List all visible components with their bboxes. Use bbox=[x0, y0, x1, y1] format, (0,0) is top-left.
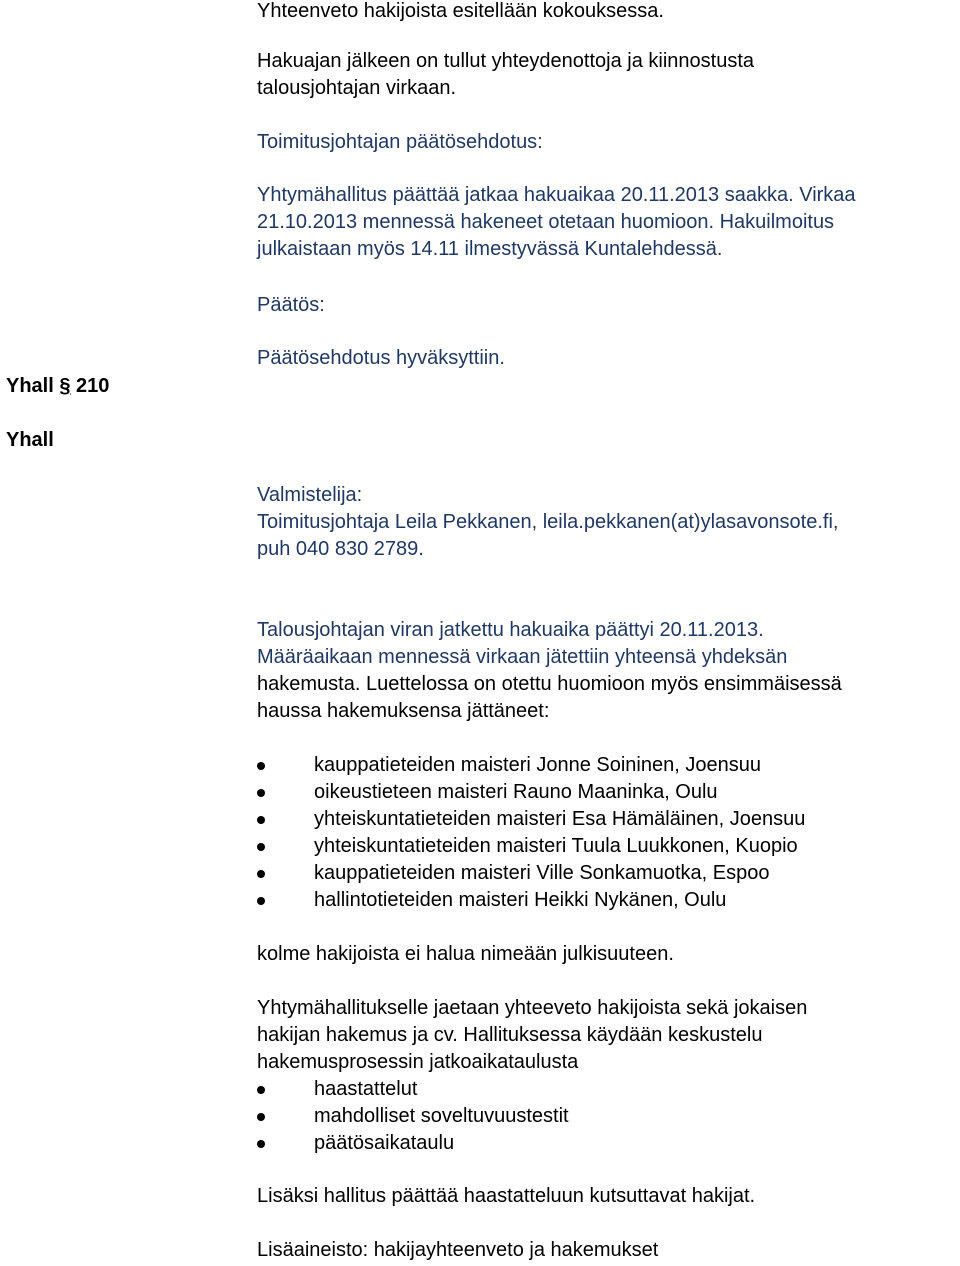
body-p3-line-2: hakijan hakemus ja cv. Hallituksessa käydään keskustelu bbox=[257, 1024, 763, 1046]
body-p3-line-1: Yhtymähallitukselle jaetaan yhteeveto hakijoista sekä jokaisen bbox=[257, 997, 808, 1019]
body-p1-line-4: haussa hakemuksensa jättäneet: bbox=[257, 700, 550, 722]
bullet-icon bbox=[257, 1113, 265, 1121]
bullet-icon bbox=[257, 762, 265, 770]
section-label-prefix: Yhall bbox=[6, 375, 54, 397]
bullet-icon bbox=[257, 1086, 265, 1094]
proposal-line-3: julkaistaan myös 14.11 ilmestyvässä Kuntalehdessä. bbox=[257, 238, 723, 260]
body-p2: kolme hakijoista ei halua nimeään julkisuuteen. bbox=[257, 943, 674, 965]
list-item-text: yhteiskuntatieteiden maisteri Esa Hämäläinen, Joensuu bbox=[314, 808, 806, 830]
list-item-text: haastattelut bbox=[314, 1078, 418, 1100]
body-p1-line-3: hakemusta. Luettelossa on otettu huomioon myös ensimmäisessä bbox=[257, 673, 842, 695]
body-p5: Lisäaineisto: hakijayhteenveto ja hakemukset bbox=[257, 1239, 659, 1261]
discussion-list bbox=[257, 1076, 569, 1157]
bullet-icon bbox=[257, 897, 265, 905]
body-p4: Lisäksi hallitus päättää haastatteluun kutsuttavat hakijat. bbox=[257, 1185, 756, 1207]
list-item bbox=[257, 1130, 569, 1157]
body-p1-line-1: Talousjohtajan viran jatkettu hakuaika päättyi 20.11.2013. bbox=[257, 619, 764, 641]
preparer-line-1: Toimitusjohtaja Leila Pekkanen, leila.pekkanen(at)ylasavonsote.fi, bbox=[257, 511, 839, 533]
list-item bbox=[257, 860, 805, 887]
list-item bbox=[257, 779, 805, 806]
section-label bbox=[6, 373, 109, 400]
body-p1-line-2: Määräaikaan mennessä virkaan jätettiin yhteensä yhdeksän bbox=[257, 646, 788, 668]
intro-line-2: Hakuajan jälkeen on tullut yhteydenottoja ja kiinnostusta bbox=[257, 50, 754, 72]
body-label: Yhall bbox=[6, 429, 54, 451]
bullet-icon bbox=[257, 1140, 265, 1148]
section-number: 210 bbox=[76, 375, 110, 397]
preparer-line-2: puh 040 830 2789. bbox=[257, 538, 424, 560]
intro-line-1: Yhteenveto hakijoista esitellään kokouksessa. bbox=[257, 0, 664, 22]
bullet-icon bbox=[257, 789, 265, 797]
list-item bbox=[257, 1076, 569, 1103]
bullet-icon bbox=[257, 816, 265, 824]
list-item-text: yhteiskuntatieteiden maisteri Tuula Luukkonen, Kuopio bbox=[314, 835, 798, 857]
list-item bbox=[257, 1103, 569, 1130]
list-item-text: hallintotieteiden maisteri Heikki Nykänen, Oulu bbox=[314, 889, 727, 911]
decision-text: Päätösehdotus hyväksyttiin. bbox=[257, 347, 505, 369]
list-item-text: päätösaikataulu bbox=[314, 1132, 455, 1154]
list-item-text: kauppatieteiden maisteri Jonne Soininen, Joensuu bbox=[314, 754, 761, 776]
intro-line-3: talousjohtajan virkaan. bbox=[257, 77, 457, 99]
proposal-line-1: Yhtymähallitus päättää jatkaa hakuaikaa 20.11.2013 saakka. Virkaa bbox=[257, 184, 856, 206]
proposal-line-2: 21.10.2013 mennessä hakeneet otetaan huomioon. Hakuilmoitus bbox=[257, 211, 835, 233]
body-p3-line-3: hakemusprosessin jatkoaikataulusta bbox=[257, 1051, 579, 1073]
list-item bbox=[257, 752, 805, 779]
list-item bbox=[257, 833, 805, 860]
list-item bbox=[257, 806, 805, 833]
bullet-icon bbox=[257, 870, 265, 878]
preparer-heading: Valmistelija: bbox=[257, 484, 363, 506]
decision-heading: Päätös: bbox=[257, 294, 325, 316]
applicant-list bbox=[257, 752, 805, 914]
list-item-text: oikeustieteen maisteri Rauno Maaninka, Oulu bbox=[314, 781, 718, 803]
proposal-heading: Toimitusjohtajan päätösehdotus: bbox=[257, 131, 543, 153]
list-item-text: kauppatieteiden maisteri Ville Sonkamuotka, Espoo bbox=[314, 862, 770, 884]
section-sign: § bbox=[59, 375, 71, 397]
bullet-icon bbox=[257, 843, 265, 851]
list-item bbox=[257, 887, 805, 914]
list-item-text: mahdolliset soveltuvuustestit bbox=[314, 1105, 569, 1127]
